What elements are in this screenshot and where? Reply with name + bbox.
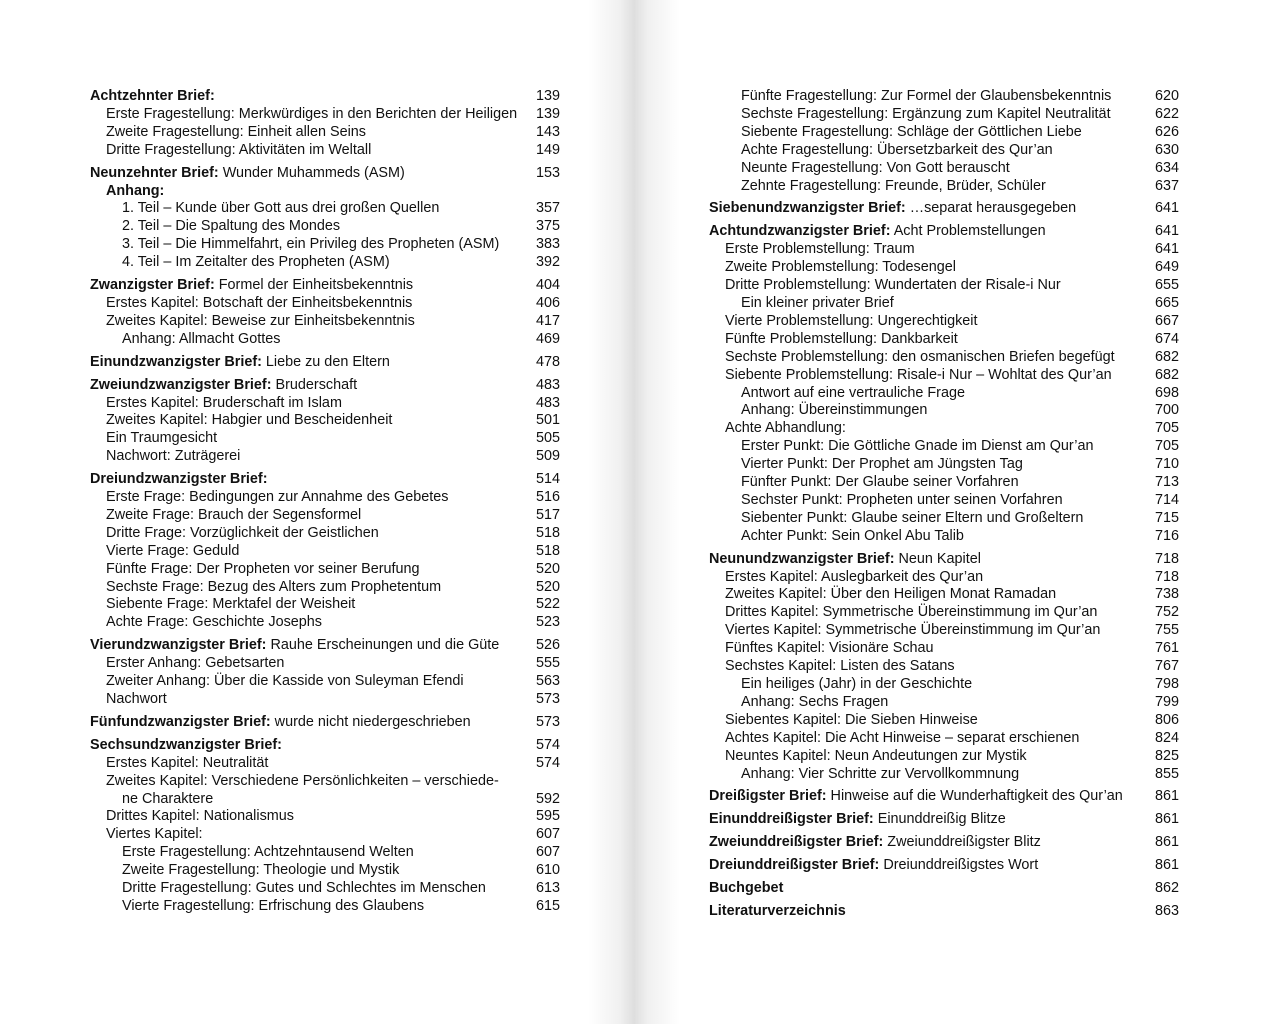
- toc-page-number: 799: [1154, 693, 1179, 710]
- toc-entry-subsection: [709, 277, 1179, 295]
- toc-entry-letter: [90, 714, 560, 732]
- toc-entry-subsection: [90, 826, 560, 844]
- toc-entry-title: 1. Teil – Kunde über Gott aus drei großen Quellen: [122, 200, 440, 217]
- toc-entry-title: Erstes Kapitel: Neutralität: [106, 754, 269, 771]
- toc-page-number: 505: [535, 430, 560, 447]
- toc-entry-subsection: [709, 349, 1179, 367]
- toc-entry-heading: Buchgebet: [709, 880, 784, 897]
- toc-entry-subsection: [90, 183, 560, 201]
- toc-entry-title: Sechste Frage: Bezug des Alters zum Prophetentum: [106, 578, 442, 595]
- toc-entry-title: Viertes Kapitel: Symmetrische Übereinstimmung im Qur’an: [725, 622, 1101, 639]
- toc-entry-title: Achter Punkt: Sein Onkel Abu Talib: [741, 527, 964, 544]
- toc-entry-heading: Neunzehnter Brief:: [90, 164, 219, 181]
- toc-page-number: 573: [535, 691, 560, 707]
- toc-page-number: 855: [1154, 765, 1179, 782]
- toc-entry-title: Zehnte Fragestellung: Freunde, Brüder, Schüler: [741, 177, 1046, 194]
- toc-page-number: 700: [1154, 402, 1179, 419]
- toc-entry-letter: [90, 637, 560, 655]
- toc-entry-letter: [90, 737, 560, 755]
- toc-page-number: 375: [535, 218, 560, 235]
- toc-entry-subsection: [709, 241, 1179, 259]
- toc-entry-heading: Sechsundzwanzigster Brief:: [90, 736, 282, 753]
- toc-entry-subsection: [709, 367, 1179, 385]
- toc-entry-title: Achte Fragestellung: Übersetzbarkeit des Qur’an: [741, 141, 1053, 158]
- toc-entry-title: Achte Frage: Geschichte Josephs: [106, 614, 322, 631]
- toc-entry-heading: Achtundzwanzigster Brief:: [709, 223, 891, 240]
- toc-entry-subsection: [709, 730, 1179, 748]
- toc-entry-subsection: [709, 622, 1179, 640]
- toc-entry-letter: [709, 903, 1179, 921]
- toc-page-number: 806: [1154, 711, 1179, 728]
- toc-page-number: 682: [1154, 366, 1179, 383]
- toc-entry-subsection: [709, 694, 1179, 712]
- toc-page-number: 613: [535, 880, 560, 897]
- toc-page-number: 715: [1154, 509, 1179, 526]
- toc-entry-letter: [709, 200, 1179, 218]
- toc-page-number: 655: [1154, 277, 1179, 294]
- toc-entry-title: Einunddreißig Blitze: [873, 811, 1006, 828]
- toc-entry-title: Fünfte Frage: Der Propheten vor seiner Berufung: [106, 560, 420, 577]
- toc-entry-heading: Einundzwanzigster Brief:: [90, 353, 262, 370]
- toc-page-number: 641: [1154, 241, 1179, 258]
- toc-entry-subsection: [90, 898, 560, 916]
- toc-entry-heading: Anhang:: [106, 182, 165, 199]
- toc-page-number: 738: [1154, 586, 1179, 603]
- toc-entry-title: Vierter Punkt: Der Prophet am Jüngsten Tag: [741, 456, 1023, 473]
- toc-page-number: 718: [1154, 550, 1179, 567]
- toc-entry-title: 3. Teil – Die Himmelfahrt, ein Privileg des Propheten (ASM): [122, 236, 500, 253]
- toc-entry-subsection: [709, 259, 1179, 277]
- toc-entry-letter: [90, 471, 560, 489]
- toc-entry-title: Nachwort: [106, 691, 167, 707]
- right-page: [634, 0, 1270, 1024]
- toc-page-number: 622: [1154, 105, 1179, 122]
- toc-entry-subsection: [90, 507, 560, 525]
- toc-entry-title: Viertes Kapitel:: [106, 826, 203, 843]
- toc-entry-heading: Dreiundzwanzigster Brief:: [90, 471, 268, 488]
- toc-page-number: 509: [535, 448, 560, 465]
- toc-page-number: 595: [535, 808, 560, 825]
- toc-page-number: 861: [1154, 857, 1179, 874]
- toc-entry-heading: Dreißigster Brief:: [709, 788, 827, 805]
- toc-page-number: 649: [1154, 259, 1179, 276]
- toc-entry-subsection: [709, 313, 1179, 331]
- toc-entry-title: Ein kleiner privater Brief: [741, 294, 894, 311]
- toc-page-number: 705: [1154, 420, 1179, 437]
- toc-entry-subsection: [709, 510, 1179, 528]
- toc-page-number: 483: [535, 394, 560, 411]
- toc-page-number: 825: [1154, 747, 1179, 764]
- toc-page-number: 392: [535, 254, 560, 271]
- toc-entry-title: Wunder Muhammeds (ASM): [218, 164, 405, 181]
- toc-entry-subsection: [90, 124, 560, 142]
- toc-entry-letter: [90, 277, 560, 295]
- toc-page-number: 522: [535, 596, 560, 613]
- toc-entry-letter: [709, 223, 1179, 241]
- toc-entry-heading: Dreiunddreißigster Brief:: [709, 857, 880, 874]
- toc-page-number: 630: [1154, 141, 1179, 158]
- toc-page-number: 862: [1154, 880, 1179, 897]
- toc-entry-letter: [709, 551, 1179, 569]
- toc-entry-title: Zweite Problemstellung: Todesengel: [725, 259, 956, 276]
- toc-page-number: 518: [535, 524, 560, 541]
- toc-page-number: 682: [1154, 348, 1179, 365]
- toc-entry-subsection: [90, 691, 560, 709]
- toc-entry-subsection: [90, 142, 560, 160]
- toc-entry-subsection: [90, 543, 560, 561]
- page-gutter-shadow: [634, 0, 680, 1024]
- toc-page-number: 716: [1154, 527, 1179, 544]
- toc-entry-title: Hinweise auf die Wunderhaftigkeit des Qur’an: [826, 788, 1123, 805]
- toc-entry-title: Vierte Problemstellung: Ungerechtigkeit: [725, 312, 978, 329]
- toc-entry-subsection: [90, 331, 560, 349]
- toc-page-number: 705: [1154, 438, 1179, 455]
- toc-entry-heading: Achtzehnter Brief:: [90, 88, 215, 104]
- toc-page-number: 863: [1154, 902, 1179, 919]
- toc-entry-subsection: [709, 676, 1179, 694]
- toc-entry-subsection: [709, 385, 1179, 403]
- toc-entry-heading: Zwanzigster Brief:: [90, 277, 215, 294]
- toc-entry-title: Zweite Fragestellung: Theologie und Mystik: [122, 862, 400, 879]
- toc-entry-title: 4. Teil – Im Zeitalter des Propheten (ASM): [122, 254, 390, 271]
- toc-entry-title: Erstes Kapitel: Bruderschaft im Islam: [106, 394, 342, 411]
- toc-entry-title: Acht Problemstellungen: [890, 223, 1046, 240]
- toc-entry-heading: Vierundzwanzigster Brief:: [90, 637, 267, 654]
- toc-entry-title: Antwort auf eine vertrauliche Frage: [741, 384, 965, 401]
- toc-page-number: 516: [535, 489, 560, 506]
- toc-entry-letter: [90, 377, 560, 395]
- toc-page-number: 610: [535, 862, 560, 879]
- toc-entry-title: Erster Punkt: Die Göttliche Gnade im Dienst am Qur’an: [741, 438, 1094, 455]
- toc-entry-title: Fünfte Fragestellung: Zur Formel der Glaubensbekenntnis: [741, 88, 1112, 104]
- toc-entry-title-continuation: ne Charaktere: [122, 790, 214, 807]
- toc-entry-heading: Fünfundzwanzigster Brief:: [90, 713, 271, 730]
- toc-entry-title: Erste Frage: Bedingungen zur Annahme des Gebetes: [106, 489, 449, 506]
- toc-page-number: 520: [535, 560, 560, 577]
- toc-entry-subsection: [709, 178, 1179, 196]
- toc-entry-subsection: [90, 313, 560, 331]
- toc-entry-title: Dritte Fragestellung: Gutes und Schlechtes im Menschen: [122, 880, 486, 897]
- toc-entry-title: Dreiunddreißigstes Wort: [879, 857, 1039, 874]
- toc-entry-subsection: [90, 655, 560, 673]
- toc-page-number: 824: [1154, 729, 1179, 746]
- toc-entry-subsection: [709, 456, 1179, 474]
- toc-entry-subsection: [709, 474, 1179, 492]
- toc-page-number: 641: [1154, 200, 1179, 217]
- toc-entry-title: Siebenter Punkt: Glaube seiner Eltern und Großeltern: [741, 509, 1084, 526]
- toc-entry-subsection: [90, 862, 560, 880]
- toc-entry-subsection: [90, 773, 560, 809]
- toc-entry-letter: [709, 834, 1179, 852]
- toc-entry-subsection: [709, 658, 1179, 676]
- toc-entry-title: Neun Kapitel: [894, 550, 981, 567]
- toc-entry-title: Vierte Frage: Geduld: [106, 542, 240, 559]
- toc-entry-subsection: [709, 640, 1179, 658]
- toc-entry-title: Anhang: Sechs Fragen: [741, 693, 889, 710]
- toc-entry-subsection: [709, 142, 1179, 160]
- toc-entry-letter: [709, 788, 1179, 806]
- toc-entry-heading: Siebenundzwanzigster Brief:: [709, 200, 906, 217]
- toc-page-number: 501: [535, 412, 560, 429]
- toc-entry-title: Zweites Kapitel: Beweise zur Einheitsbekenntnis: [106, 312, 415, 329]
- toc-page-number: 698: [1154, 384, 1179, 401]
- toc-entry-subsection: [709, 295, 1179, 313]
- toc-page-number: 139: [535, 88, 560, 104]
- toc-entry-title: 2. Teil – Die Spaltung des Mondes: [122, 218, 341, 235]
- left-page: [0, 0, 634, 1024]
- toc-page-number: 637: [1154, 177, 1179, 194]
- toc-page-number: 526: [535, 637, 560, 654]
- toc-entry-subsection: [90, 106, 560, 124]
- toc-entry-subsection: [90, 579, 560, 597]
- toc-entry-title: Sechster Punkt: Propheten unter seinen Vorfahren: [741, 491, 1063, 508]
- toc-entry-subsection: [709, 586, 1179, 604]
- toc-page-number: 383: [535, 236, 560, 253]
- toc-entry-title: Erstes Kapitel: Botschaft der Einheitsbekenntnis: [106, 294, 413, 311]
- toc-entry-title: Dritte Frage: Vorzüglichkeit der Geistlichen: [106, 524, 379, 541]
- toc-entry-subsection: [90, 808, 560, 826]
- toc-page-number: 755: [1154, 622, 1179, 639]
- toc-entry-subsection: [90, 561, 560, 579]
- toc-page-number: 752: [1154, 604, 1179, 621]
- toc-entry-letter: [709, 857, 1179, 875]
- toc-entry-title: Erstes Kapitel: Auslegbarkeit des Qur’an: [725, 568, 984, 585]
- toc-entry-title: Zweites Kapitel: Über den Heiligen Monat Ramadan: [725, 586, 1057, 603]
- toc-page-number: 406: [535, 294, 560, 311]
- toc-entry-title: Sechste Problemstellung: den osmanischen Briefen begefügt: [725, 348, 1115, 365]
- toc-entry-subsection: [90, 295, 560, 313]
- toc-entry-title: Drittes Kapitel: Nationalismus: [106, 808, 294, 825]
- toc-entry-subsection: [709, 438, 1179, 456]
- toc-page-number: 634: [1154, 159, 1179, 176]
- toc-right-column: [709, 88, 1179, 921]
- toc-entry-subsection: [709, 492, 1179, 510]
- toc-entry-title: …separat herausgegeben: [905, 200, 1077, 217]
- toc-entry-title: Anhang: Vier Schritte zur Vervollkommnung: [741, 765, 1020, 782]
- toc-page-number: 357: [535, 200, 560, 217]
- toc-entry-title: Anhang: Übereinstimmungen: [741, 402, 928, 419]
- toc-page-number: 667: [1154, 312, 1179, 329]
- toc-entry-title: Achtes Kapitel: Die Acht Hinweise – separat erschienen: [725, 729, 1080, 746]
- toc-page-number: 620: [1154, 88, 1179, 104]
- page-gutter-shadow: [588, 0, 634, 1024]
- toc-entry-title: Ein heiliges (Jahr) in der Geschichte: [741, 676, 973, 692]
- toc-page-number: 615: [535, 897, 560, 914]
- toc-entry-letter: [709, 880, 1179, 898]
- toc-page-number: 861: [1154, 788, 1179, 805]
- toc-entry-title: Dritte Fragestellung: Aktivitäten im Weltall: [106, 141, 372, 158]
- toc-page-number: 574: [535, 754, 560, 771]
- toc-entry-subsection: [90, 614, 560, 632]
- toc-entry-subsection: [90, 844, 560, 862]
- toc-entry-letter: [90, 165, 560, 183]
- toc-page-number: 641: [1154, 223, 1179, 240]
- toc-page-number: 520: [535, 578, 560, 595]
- toc-entry-subsection: [709, 766, 1179, 784]
- toc-page-number: 592: [535, 790, 560, 807]
- toc-page-number: 861: [1154, 834, 1179, 851]
- toc-entry-title: Erste Fragestellung: Merkwürdiges in den Berichten der Heiligen: [106, 105, 518, 122]
- toc-entry-title: Zweites Kapitel: Verschiedene Persönlichkeiten – verschiede-: [106, 772, 499, 789]
- toc-page-number: 143: [535, 123, 560, 140]
- toc-entry-subsection: [90, 525, 560, 543]
- toc-entry-title: Zweite Fragestellung: Einheit allen Seins: [106, 123, 366, 140]
- toc-entry-heading: Zweiunddreißigster Brief:: [709, 834, 884, 851]
- toc-page-number: 469: [535, 330, 560, 347]
- toc-page-number: 607: [535, 826, 560, 843]
- toc-entry-title: Liebe zu den Eltern: [261, 353, 390, 370]
- toc-entry-subsection: [90, 430, 560, 448]
- toc-entry-subsection: [709, 420, 1179, 438]
- toc-page-number: 404: [535, 277, 560, 294]
- toc-entry-subsection: [90, 254, 560, 272]
- toc-entry-subsection: [709, 160, 1179, 178]
- toc-entry-title: Vierte Fragestellung: Erfrischung des Glaubens: [122, 897, 425, 914]
- toc-page-number: 417: [535, 312, 560, 329]
- toc-page-number: 714: [1154, 491, 1179, 508]
- toc-page-number: 478: [535, 353, 560, 370]
- toc-entry-title: Bruderschaft: [271, 376, 358, 393]
- toc-entry-title: Fünftes Kapitel: Visionäre Schau: [725, 640, 934, 657]
- toc-entry-subsection: [90, 218, 560, 236]
- toc-entry-title: Rauhe Erscheinungen und die Güte: [266, 637, 500, 654]
- toc-entry-subsection: [90, 448, 560, 466]
- toc-page-number: 710: [1154, 456, 1179, 473]
- toc-entry-letter: [709, 811, 1179, 829]
- toc-page-number: 674: [1154, 330, 1179, 347]
- toc-page-number: 665: [1154, 294, 1179, 311]
- toc-entry-title: Dritte Problemstellung: Wundertaten der Risale-i Nur: [725, 277, 1061, 294]
- toc-entry-subsection: [90, 596, 560, 614]
- toc-page-number: 574: [535, 736, 560, 753]
- toc-entry-title: Siebente Fragestellung: Schläge der Göttlichen Liebe: [741, 123, 1082, 140]
- toc-entry-subsection: [709, 604, 1179, 622]
- toc-page-number: 149: [535, 141, 560, 158]
- toc-page-number: 483: [535, 376, 560, 393]
- toc-entry-subsection: [90, 489, 560, 507]
- toc-page-number: 718: [1154, 568, 1179, 585]
- toc-entry-title: Siebente Frage: Merktafel der Weisheit: [106, 596, 356, 613]
- toc-entry-subsection: [709, 402, 1179, 420]
- toc-entry-heading: Neunundzwanzigster Brief:: [709, 550, 895, 567]
- toc-entry-title: Zweiunddreißigster Blitz: [883, 834, 1041, 851]
- toc-entry-subsection: [709, 748, 1179, 766]
- toc-entry-title: Fünfter Punkt: Der Glaube seiner Vorfahren: [741, 474, 1019, 491]
- toc-page-number: 523: [535, 614, 560, 631]
- toc-entry-title: Sechste Fragestellung: Ergänzung zum Kapitel Neutralität: [741, 105, 1111, 122]
- toc-entry-subsection: [709, 124, 1179, 142]
- toc-entry-heading: Einunddreißigster Brief:: [709, 811, 874, 828]
- toc-page-number: 139: [535, 105, 560, 122]
- toc-entry-title: Erster Anhang: Gebetsarten: [106, 655, 285, 672]
- toc-page-number: 555: [535, 655, 560, 672]
- toc-entry-subsection: [90, 412, 560, 430]
- toc-page-number: 607: [535, 844, 560, 861]
- toc-entry-title: Zweites Kapitel: Habgier und Bescheidenheit: [106, 412, 393, 429]
- toc-page-number: 861: [1154, 811, 1179, 828]
- toc-entry-subsection: [90, 200, 560, 218]
- toc-entry-subsection: [90, 395, 560, 413]
- toc-entry-title: Erste Problemstellung: Traum: [725, 241, 915, 258]
- toc-entry-title: wurde nicht niedergeschrieben: [270, 713, 471, 730]
- toc-entry-title: Zweite Frage: Brauch der Segensformel: [106, 506, 362, 523]
- toc-page-number: 573: [535, 713, 560, 730]
- toc-entry-subsection: [90, 880, 560, 898]
- toc-entry-title: Siebentes Kapitel: Die Sieben Hinweise: [725, 711, 978, 728]
- toc-entry-heading: Literaturverzeichnis: [709, 902, 846, 919]
- toc-page-number: 626: [1154, 123, 1179, 140]
- toc-entry-title: Siebente Problemstellung: Risale-i Nur – Wohltat des Qur’an: [725, 366, 1112, 383]
- toc-page-number: 517: [535, 506, 560, 523]
- toc-page-number: 563: [535, 673, 560, 690]
- toc-entry-title: Nachwort: Zuträgerei: [106, 448, 241, 465]
- toc-entry-letter: [90, 354, 560, 372]
- toc-entry-subsection: [709, 331, 1179, 349]
- toc-page-number: 761: [1154, 640, 1179, 657]
- toc-entry-title: Sechstes Kapitel: Listen des Satans: [725, 658, 955, 675]
- toc-entry-subsection: [90, 673, 560, 691]
- toc-entry-subsection: [709, 106, 1179, 124]
- toc-entry-title: Drittes Kapitel: Symmetrische Übereinstimmung im Qur’an: [725, 604, 1098, 621]
- toc-entry-title: Anhang: Allmacht Gottes: [122, 330, 281, 347]
- toc-entry-subsection: [709, 712, 1179, 730]
- toc-page-number: 767: [1154, 658, 1179, 675]
- toc-entry-title: Zweiter Anhang: Über die Kasside von Suleyman Efendi: [106, 673, 464, 690]
- toc-left-column: [90, 88, 560, 916]
- toc-page-number: 514: [535, 471, 560, 488]
- toc-entry-subsection: [709, 88, 1179, 106]
- toc-entry-title: Ein Traumgesicht: [106, 430, 218, 447]
- toc-entry-letter: [90, 88, 560, 106]
- toc-entry-title: Neuntes Kapitel: Neun Andeutungen zur Mystik: [725, 747, 1027, 764]
- toc-entry-subsection: [709, 528, 1179, 546]
- toc-entry-title: Fünfte Problemstellung: Dankbarkeit: [725, 330, 958, 347]
- toc-entry-title: Achte Abhandlung:: [725, 420, 846, 437]
- toc-page-number: 153: [535, 164, 560, 181]
- toc-entry-subsection: [90, 236, 560, 254]
- toc-page-number: 798: [1154, 676, 1179, 692]
- toc-page-number: 518: [535, 542, 560, 559]
- toc-entry-title: Neunte Fragestellung: Von Gott berauscht: [741, 159, 1010, 176]
- toc-entry-title: Formel der Einheitsbekenntnis: [214, 277, 414, 294]
- toc-entry-title: Erste Fragestellung: Achtzehntausend Welten: [122, 844, 414, 861]
- toc-entry-subsection: [709, 569, 1179, 587]
- toc-entry-heading: Zweiundzwanzigster Brief:: [90, 376, 272, 393]
- toc-page-number: 713: [1154, 474, 1179, 491]
- toc-entry-subsection: [90, 755, 560, 773]
